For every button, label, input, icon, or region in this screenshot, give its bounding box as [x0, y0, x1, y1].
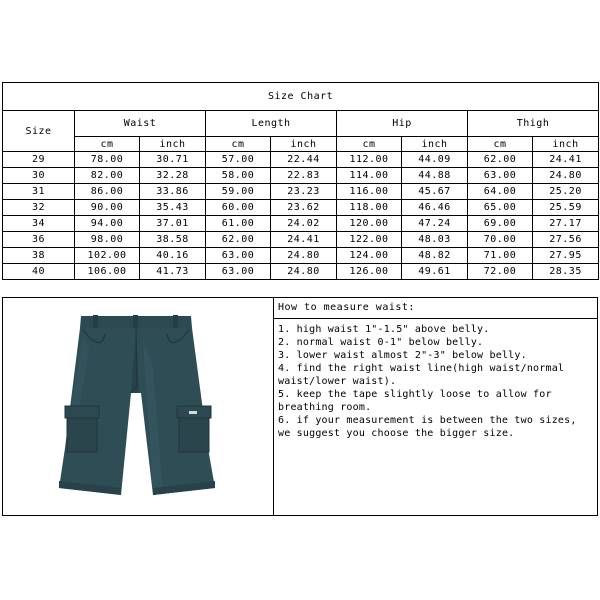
table-cell: 65.00	[468, 200, 533, 216]
table-row	[3, 216, 599, 232]
size-cell: 38	[3, 248, 75, 264]
table-cell: 126.00	[337, 264, 402, 280]
table-cell: 61.00	[206, 216, 271, 232]
table-cell: 90.00	[75, 200, 140, 216]
table-cell: 48.82	[402, 248, 468, 264]
table-cell: 124.00	[337, 248, 402, 264]
table-cell: 24.80	[271, 248, 337, 264]
table-cell: 122.00	[337, 232, 402, 248]
table-cell: 28.35	[533, 264, 599, 280]
table-cell: 70.00	[468, 232, 533, 248]
size-cell: 32	[3, 200, 75, 216]
table-cell: 44.09	[402, 152, 468, 168]
table-cell: 22.83	[271, 168, 337, 184]
table-cell: 63.00	[206, 264, 271, 280]
table-cell: 33.86	[140, 184, 206, 200]
table-cell: 78.00	[75, 152, 140, 168]
size-cell: 31	[3, 184, 75, 200]
measure-title: How to measure waist:	[274, 298, 597, 319]
table-cell: 49.61	[402, 264, 468, 280]
table-cell: 60.00	[206, 200, 271, 216]
measure-item: 6. if your measurement is between the two sizes, we suggest you choose the bigger size.	[278, 415, 577, 439]
table-cell: 45.67	[402, 184, 468, 200]
table-cell: 57.00	[206, 152, 271, 168]
table-cell: 86.00	[75, 184, 140, 200]
size-cell: 36	[3, 232, 75, 248]
table-cell: 69.00	[468, 216, 533, 232]
table-cell: 27.17	[533, 216, 599, 232]
size-chart-table	[2, 82, 599, 280]
table-row	[3, 248, 599, 264]
table-cell: 63.00	[468, 168, 533, 184]
table-cell: 40.16	[140, 248, 206, 264]
unit-cm: cm	[206, 137, 271, 152]
table-cell: 62.00	[206, 232, 271, 248]
unit-cm: cm	[337, 137, 402, 152]
table-row	[3, 168, 599, 184]
unit-inch: inch	[140, 137, 206, 152]
unit-inch: inch	[271, 137, 337, 152]
table-cell: 24.41	[533, 152, 599, 168]
unit-cm: cm	[468, 137, 533, 152]
table-cell: 23.62	[271, 200, 337, 216]
size-cell: 34	[3, 216, 75, 232]
measure-panel	[2, 297, 598, 516]
measure-notes	[274, 298, 597, 515]
table-cell: 102.00	[75, 248, 140, 264]
thigh-header: Thigh	[468, 111, 599, 137]
length-header: Length	[206, 111, 337, 137]
table-cell: 46.46	[402, 200, 468, 216]
table-cell: 64.00	[468, 184, 533, 200]
table-cell: 62.00	[468, 152, 533, 168]
measure-list	[274, 319, 597, 440]
table-cell: 47.24	[402, 216, 468, 232]
table-cell: 32.28	[140, 168, 206, 184]
table-cell: 22.44	[271, 152, 337, 168]
table-cell: 63.00	[206, 248, 271, 264]
unit-inch: inch	[402, 137, 468, 152]
table-row	[3, 264, 599, 280]
table-cell: 38.58	[140, 232, 206, 248]
cargo-shorts-photo-icon	[3, 298, 273, 515]
table-row	[3, 232, 599, 248]
table-row	[3, 200, 599, 216]
table-cell: 27.56	[533, 232, 599, 248]
table-cell: 106.00	[75, 264, 140, 280]
measure-item: 3. lower waist almost 2"-3" below belly.	[278, 350, 527, 361]
table-cell: 23.23	[271, 184, 337, 200]
hip-header: Hip	[337, 111, 468, 137]
table-cell: 37.01	[140, 216, 206, 232]
table-cell: 82.00	[75, 168, 140, 184]
table-row	[3, 184, 599, 200]
table-cell: 24.80	[271, 264, 337, 280]
table-cell: 72.00	[468, 264, 533, 280]
table-cell: 41.73	[140, 264, 206, 280]
table-cell: 114.00	[337, 168, 402, 184]
table-cell: 112.00	[337, 152, 402, 168]
table-cell: 24.02	[271, 216, 337, 232]
table-cell: 48.03	[402, 232, 468, 248]
waist-header: Waist	[75, 111, 206, 137]
table-cell: 59.00	[206, 184, 271, 200]
measure-item: 1. high waist 1"-1.5" above belly.	[278, 324, 490, 335]
table-cell: 120.00	[337, 216, 402, 232]
size-cell: 30	[3, 168, 75, 184]
table-cell: 71.00	[468, 248, 533, 264]
table-cell: 44.88	[402, 168, 468, 184]
measure-item: 2. normal waist 0-1" below belly.	[278, 337, 484, 348]
table-cell: 116.00	[337, 184, 402, 200]
unit-cm: cm	[75, 137, 140, 152]
table-cell: 24.80	[533, 168, 599, 184]
table-cell: 98.00	[75, 232, 140, 248]
table-cell: 25.59	[533, 200, 599, 216]
measure-item: 4. find the right waist line(high waist/normal waist/lower waist).	[278, 363, 565, 387]
table-cell: 118.00	[337, 200, 402, 216]
table-cell: 35.43	[140, 200, 206, 216]
measure-item: 5. keep the tape slightly loose to allow for breathing room.	[278, 389, 552, 413]
size-cell: 40	[3, 264, 75, 280]
table-cell: 27.95	[533, 248, 599, 264]
table-row	[3, 152, 599, 168]
table-cell: 94.00	[75, 216, 140, 232]
table-cell: 30.71	[140, 152, 206, 168]
table-cell: 25.20	[533, 184, 599, 200]
unit-inch: inch	[533, 137, 599, 152]
size-chart-title: Size Chart	[3, 83, 599, 111]
table-cell: 24.41	[271, 232, 337, 248]
size-header: Size	[3, 111, 75, 152]
table-cell: 58.00	[206, 168, 271, 184]
product-photo	[3, 298, 274, 515]
size-cell: 29	[3, 152, 75, 168]
